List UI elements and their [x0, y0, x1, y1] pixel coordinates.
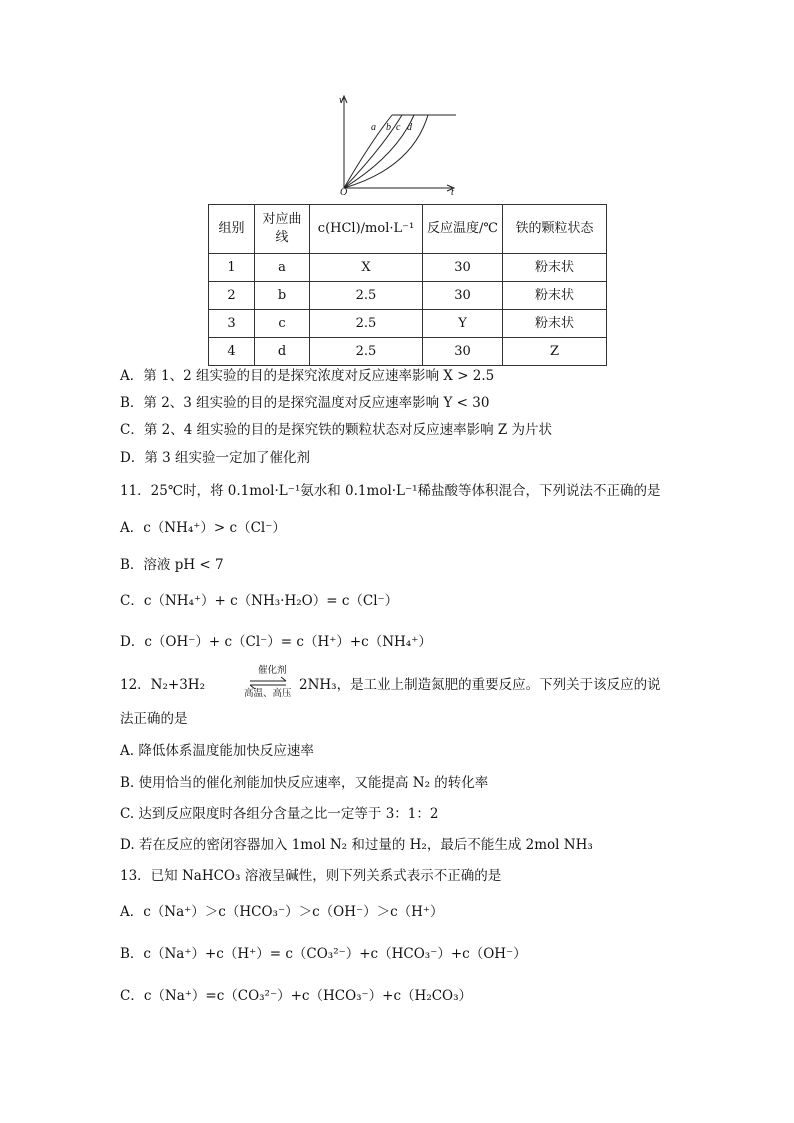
table-row	[209, 338, 607, 366]
cell: 2	[209, 282, 255, 310]
conditions-label: 高温、高压	[244, 688, 292, 699]
cell: 30	[423, 282, 503, 310]
q11-option-b: B．溶液 pH < 7	[120, 557, 224, 573]
q11-option-c: C．c（NH₄⁺）+ c（NH₃·H₂O）= c（Cl⁻）	[120, 593, 399, 609]
table-header-row	[209, 205, 607, 254]
cell: Y	[423, 310, 503, 338]
curve-a	[344, 115, 392, 188]
cell: b	[255, 282, 310, 310]
table-row	[209, 254, 607, 282]
rate-time-graph	[330, 88, 470, 198]
origin-label: O	[340, 187, 348, 198]
q11-option-a: A．c（NH₄⁺）> c（Cl⁻）	[120, 520, 286, 536]
cell: 粉末状	[503, 310, 607, 338]
q12-option-d: D. 若在反应的密闭容器加入 1mol N₂ 和过量的 H₂，最后不能生成 2mol NH₃	[120, 837, 593, 853]
curve-label-b: b	[386, 122, 391, 133]
q12-option-a: A. 降低体系温度能加快反应速率	[120, 743, 314, 759]
table-row	[209, 282, 607, 310]
experiment-table	[208, 204, 607, 366]
cell: 1	[209, 254, 255, 282]
reaction-condition-arrow	[244, 664, 292, 702]
cell: 30	[423, 338, 503, 366]
cell: c	[255, 310, 310, 338]
curve-label-a: a	[371, 122, 376, 133]
q13-stem: 13．已知 NaHCO₃ 溶液呈碱性，则下列关系式表示不正确的是	[120, 868, 502, 884]
q11-stem: 11．25℃时，将 0.1mol·L⁻¹氨水和 0.1mol·L⁻¹稀盐酸等体积混合，下列说法不正确的是	[120, 483, 661, 499]
q13-option-c: C．c（Na⁺）=c（CO₃²⁻）+c（HCO₃⁻）+c（H₂CO₃）	[120, 988, 473, 1004]
q13-option-a: A．c（Na⁺）＞c（HCO₃⁻）＞c（OH⁻）＞c（H⁺）	[120, 904, 444, 920]
q11-option-d: D．c（OH⁻）+ c（Cl⁻）= c（H⁺）+c（NH₄⁺）	[120, 634, 432, 650]
cell: X	[310, 254, 423, 282]
q10-option-a: A．第 1、2 组实验的目的是探究浓度对反应速率影响 X > 2.5	[120, 368, 495, 384]
header-temperature: 反应温度/℃	[423, 205, 503, 254]
q12-option-c: C. 达到反应限度时各组分含量之比一定等于 3：1：2	[120, 806, 439, 822]
header-concentration: c(HCl)/mol·L⁻¹	[310, 205, 423, 254]
header-group: 组别	[209, 205, 255, 254]
cell: a	[255, 254, 310, 282]
y-axis-label: v	[339, 95, 344, 106]
q12-option-b: B. 使用恰当的催化剂能加快反应速率，又能提高 N₂ 的转化率	[120, 775, 489, 791]
curve-label-c: c	[396, 122, 401, 133]
table-row	[209, 310, 607, 338]
q12-stem-cont: 法正确的是	[120, 711, 188, 727]
header-iron-state: 铁的颗粒状态	[503, 205, 607, 254]
curve-label-d: d	[407, 122, 412, 133]
q12-stem-right: 2NH₃，是工业上制造氮肥的重要反应。下列关于该反应的说	[299, 677, 661, 693]
cell: 2.5	[310, 310, 423, 338]
q10-option-c: C．第 2、4 组实验的目的是探究铁的颗粒状态对反应速率影响 Z 为片状	[120, 422, 553, 438]
q10-option-b: B．第 2、3 组实验的目的是探究温度对反应速率影响 Y < 30	[120, 395, 490, 411]
q13-option-b: B．c（Na⁺）+c（H⁺）= c（CO₃²⁻）+c（HCO₃⁻）+c（OH⁻）	[120, 946, 527, 962]
x-axis-label: t	[451, 187, 454, 198]
q12-stem-left: 12．N₂+3H₂	[120, 677, 205, 693]
header-curve: 对应曲线	[255, 205, 310, 254]
cell: 粉末状	[503, 254, 607, 282]
cell: 2.5	[310, 338, 423, 366]
cell: 30	[423, 254, 503, 282]
cell: 2.5	[310, 282, 423, 310]
cell: d	[255, 338, 310, 366]
cell: 3	[209, 310, 255, 338]
q10-option-d: D．第 3 组实验一定加了催化剂	[120, 450, 310, 466]
cell: Z	[503, 338, 607, 366]
cell: 4	[209, 338, 255, 366]
catalyst-label: 催化剂	[258, 665, 287, 676]
cell: 粉末状	[503, 282, 607, 310]
